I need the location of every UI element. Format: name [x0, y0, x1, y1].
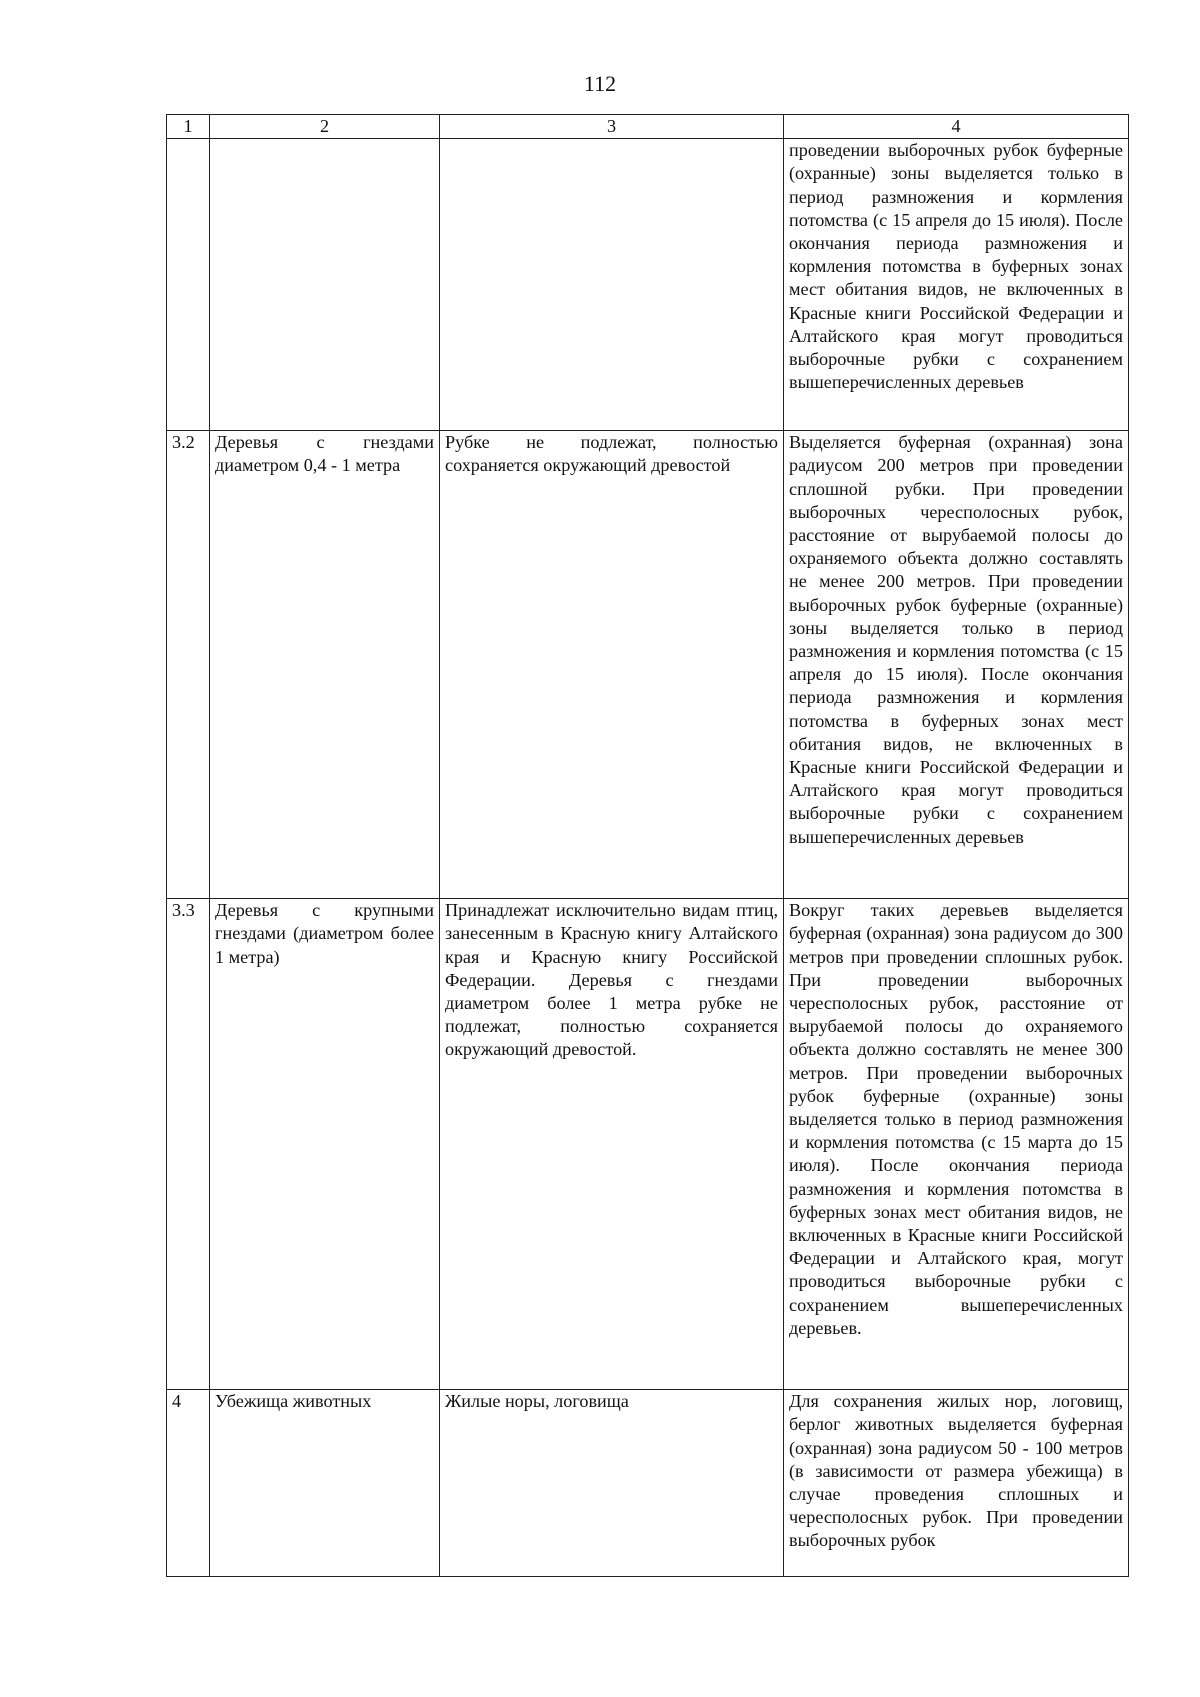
table-row: [167, 899, 1129, 1390]
object-cell: Деревья с крупными гнездами (диаметром более 1 метра): [210, 899, 440, 1390]
measures-cell: Вокруг таких деревьев выделяется буферная (охранная) зона радиусом до 300 метров при проведении сплошных рубок. При проведении выборочных чересполосных рубок, расстояние от вырубаемой полосы до охраняемого объекта должно составлять не менее 300 метров. При проведении выборочных рубок буферные (охранные) зоны выделяется только в период размножения и кормления потомства (с 15 марта до 15 июля). После окончания периода размножения и кормления потомства в буферных зонах мест обитания видов, не включенных в Красные книги Российской Федерации и Алтайского края, могут проводиться выборочные рубки с сохранением вышеперечисленных деревьев.: [784, 899, 1129, 1390]
measures-cell: Для сохранения жилых нор, логовищ, берлог животных выделяется буферная (охранная) зона радиусом 50 - 100 метров (в зависимости от размера убежища) в случае проведения сплошных и чересполосных рубок. При проведении выборочных рубок: [784, 1390, 1129, 1577]
table-header-row: [167, 115, 1129, 139]
characteristics-cell: Жилые норы, логовища: [440, 1390, 784, 1577]
object-cell: Деревья с гнездами диаметром 0,4 - 1 метра: [210, 431, 440, 899]
characteristics-cell: Рубке не подлежат, полностью сохраняется окружающий древостой: [440, 431, 784, 899]
object-cell: [210, 139, 440, 431]
row-number-cell: 3.2: [167, 431, 210, 899]
characteristics-cell: Принадлежат исключительно видам птиц, занесенным в Красную книгу Алтайского края и Красную книгу Российской Федерации. Деревья с гнездами диаметром более 1 метра рубке не подлежат, полностью сохраняется окружающий древостой.: [440, 899, 784, 1390]
table-row: [167, 1390, 1129, 1577]
table-row: [167, 139, 1129, 431]
header-cell-3: 3: [440, 115, 784, 139]
header-cell-4: 4: [784, 115, 1129, 139]
measures-cell: Выделяется буферная (охранная) зона радиусом 200 метров при проведении сплошной рубки. При проведении выборочных чересполосных рубок, расстояние от вырубаемой полосы до охраняемого объекта должно составлять не менее 200 метров. При проведении выборочных рубок буферные (охранные) зоны выделяется только в период размножения и кормления потомства (с 15 апреля до 15 июля). После окончания периода размножения и кормления потомства в буферных зонах мест обитания видов, не включенных в Красные книги Российской Федерации и Алтайского края могут проводиться выборочные рубки с сохранением вышеперечисленных деревьев: [784, 431, 1129, 899]
object-cell: Убежища животных: [210, 1390, 440, 1577]
page-number: 112: [583, 71, 617, 96]
characteristics-cell: [440, 139, 784, 431]
table-row: [167, 431, 1129, 899]
measures-cell: проведении выборочных рубок буферные (охранные) зоны выделяется только в период размножения и кормления потомства (с 15 апреля до 15 июля). После окончания периода размножения и кормления потомства в буферных зонах мест обитания видов, не включенных в Красные книги Российской Федерации и Алтайского края могут проводиться выборочные рубки с сохранением вышеперечисленных деревьев: [784, 139, 1129, 431]
header-cell-2: 2: [210, 115, 440, 139]
document-table: [166, 114, 1129, 1577]
row-number-cell: [167, 139, 210, 431]
row-number-cell: 4: [167, 1390, 210, 1577]
header-cell-1: 1: [167, 115, 210, 139]
row-number-cell: 3.3: [167, 899, 210, 1390]
